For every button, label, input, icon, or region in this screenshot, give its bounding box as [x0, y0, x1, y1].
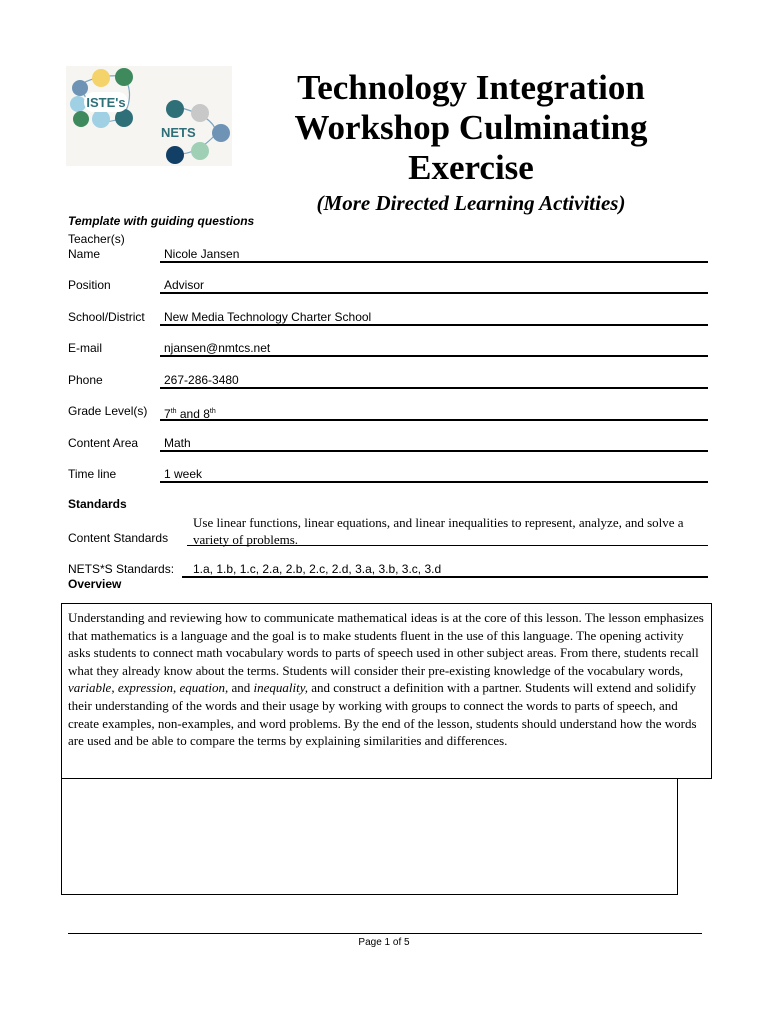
grade-superscript: th: [170, 408, 177, 415]
phone-value: 267-286-3480: [164, 373, 239, 387]
logo-graphic-icon: [66, 66, 232, 166]
nets-standards-value: 1.a, 1.b, 1.c, 2.a, 2.b, 2.c, 2.d, 3.a, 3.b, 3.c, 3.d: [193, 562, 442, 576]
position-label: Position: [68, 278, 111, 292]
field-underline: [160, 324, 708, 326]
template-note: Template with guiding questions: [68, 214, 255, 228]
teacher-name-value: Nicole Jansen: [164, 247, 240, 261]
time-line-label: Time line: [68, 467, 117, 481]
page-number: Page 1 of 5: [358, 937, 410, 948]
time-line-value: 1 week: [164, 467, 203, 481]
position-value: Advisor: [164, 278, 205, 292]
title-line: Technology Integration: [297, 68, 645, 107]
field-underline: [160, 292, 708, 294]
overview-term: inequality,: [253, 680, 309, 696]
school-district-label: School/District: [68, 310, 145, 324]
document-title: [268, 68, 674, 188]
nets-standards-underline: [182, 576, 708, 578]
overview-term: variable: [68, 680, 112, 696]
content-standards-underline: [187, 545, 708, 546]
overview-term: equation: [179, 680, 225, 696]
field-underline: [160, 387, 708, 389]
email-label: E-mail: [68, 341, 103, 355]
iste-nets-logo: [66, 66, 232, 166]
standards-heading: Standards: [68, 497, 127, 511]
grade-value-part: 7: [164, 407, 171, 421]
blank-answer-box: [61, 778, 678, 895]
content-area-label: Content Area: [68, 436, 139, 450]
document-subtitle: (More Directed Learning Activities): [316, 191, 626, 215]
field-underline: [160, 419, 708, 421]
field-underline: [160, 450, 708, 452]
title-line: Workshop Culminating: [294, 108, 648, 147]
field-underline: [160, 481, 708, 483]
overview-separator: ,: [111, 680, 118, 696]
overview-text: and construct a definition with a partner. Students will extend and solidify their understanding of the words and their usage by working with groups to connect the words to parts of speech, and create examples, non-examples, and word problems. By the end of the lesson, students should understand how the words are used and be able to compare the terms by explaining similarities and differences.: [68, 680, 697, 749]
content-standards-label: Content Standards: [68, 531, 169, 545]
nets-standards-label: NETS*S Standards:: [68, 562, 175, 576]
overview-heading: Overview: [68, 577, 122, 591]
overview-term: expression: [117, 680, 173, 696]
field-underline: [160, 355, 708, 357]
overview-text-box: [61, 603, 712, 779]
footer-divider: [68, 933, 702, 934]
overview-text: Understanding and reviewing how to communicate mathematical ideas is at the core of this lesson. The lesson emphasizes that mathematics is a language and the goal is to make students fluent in the use of this language. The opening activity asks students to connect math vocabulary words to parts of speech used in other subject areas. From there, students recall what they already know about the terms. Students will consider their pre-existing knowledge of the vocabulary words,: [68, 610, 704, 678]
phone-label: Phone: [68, 373, 103, 387]
grade-level-label: Grade Level(s): [68, 404, 148, 418]
field-underline: [160, 261, 708, 263]
content-area-value: Math: [164, 436, 191, 450]
teacher-name-label: Teacher(s) Name: [68, 232, 125, 261]
school-district-value: New Media Technology Charter School: [164, 310, 372, 324]
grade-value-part: and 8: [176, 407, 210, 421]
overview-separator: ,: [172, 680, 180, 696]
logo-text-top: ISTE's: [86, 95, 126, 110]
title-line: Exercise: [408, 148, 534, 187]
logo-text-bottom: NETS: [161, 125, 196, 140]
content-standards-text: Use linear functions, linear equations, and linear inequalities to represent, analyze, and solve a variety of problems.: [193, 515, 684, 547]
grade-superscript: th: [209, 408, 216, 415]
overview-separator: , and: [224, 680, 254, 696]
email-value: njansen@nmtcs.net: [164, 341, 271, 355]
